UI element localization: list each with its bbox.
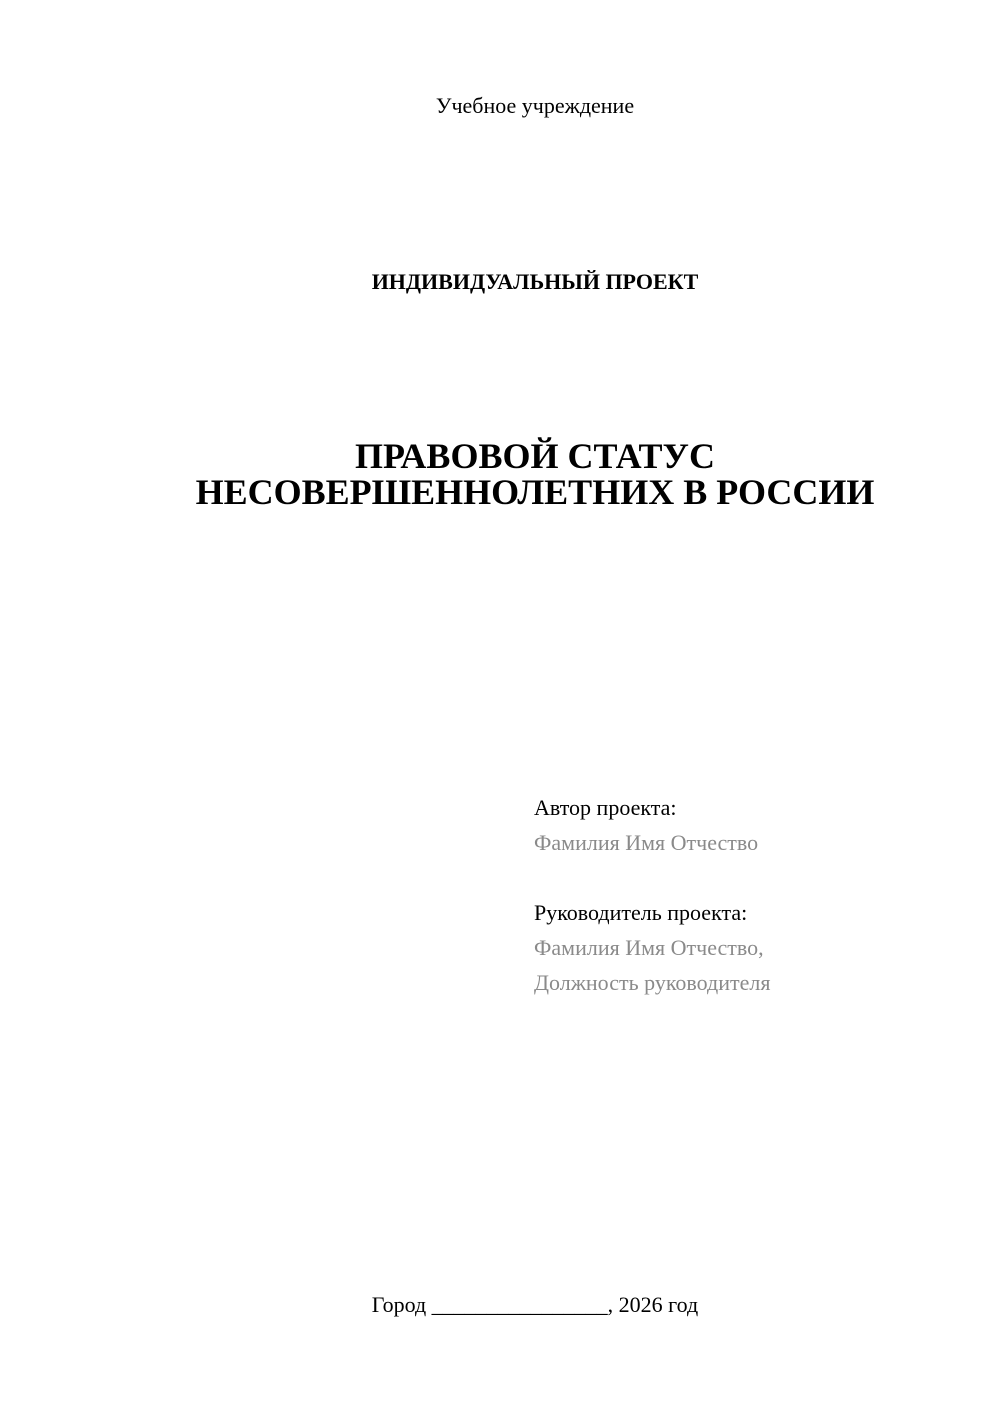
- project-title-line-2: НЕСОВЕРШЕННОЛЕТНИХ В РОССИИ: [195, 472, 875, 512]
- institution-name: Учебное учреждение: [435, 93, 635, 118]
- author-label: Автор проекта:: [534, 795, 677, 820]
- supervisor-position: Должность руководителя: [534, 970, 771, 995]
- credits-block: [534, 790, 954, 1000]
- supervisor-label: Руководитель проекта:: [534, 900, 748, 925]
- project-title: [0, 438, 1000, 510]
- document-type: ИНДИВИДУАЛЬНЫЙ ПРОЕКТ: [371, 269, 699, 294]
- city-year-line: Город ________________, 2026 год: [371, 1292, 699, 1317]
- supervisor-name: Фамилия Имя Отчество,: [534, 935, 764, 960]
- project-title-line-1: ПРАВОВОЙ СТАТУС: [355, 436, 715, 476]
- author-name: Фамилия Имя Отчество: [534, 830, 759, 855]
- credits-spacer: [534, 860, 954, 895]
